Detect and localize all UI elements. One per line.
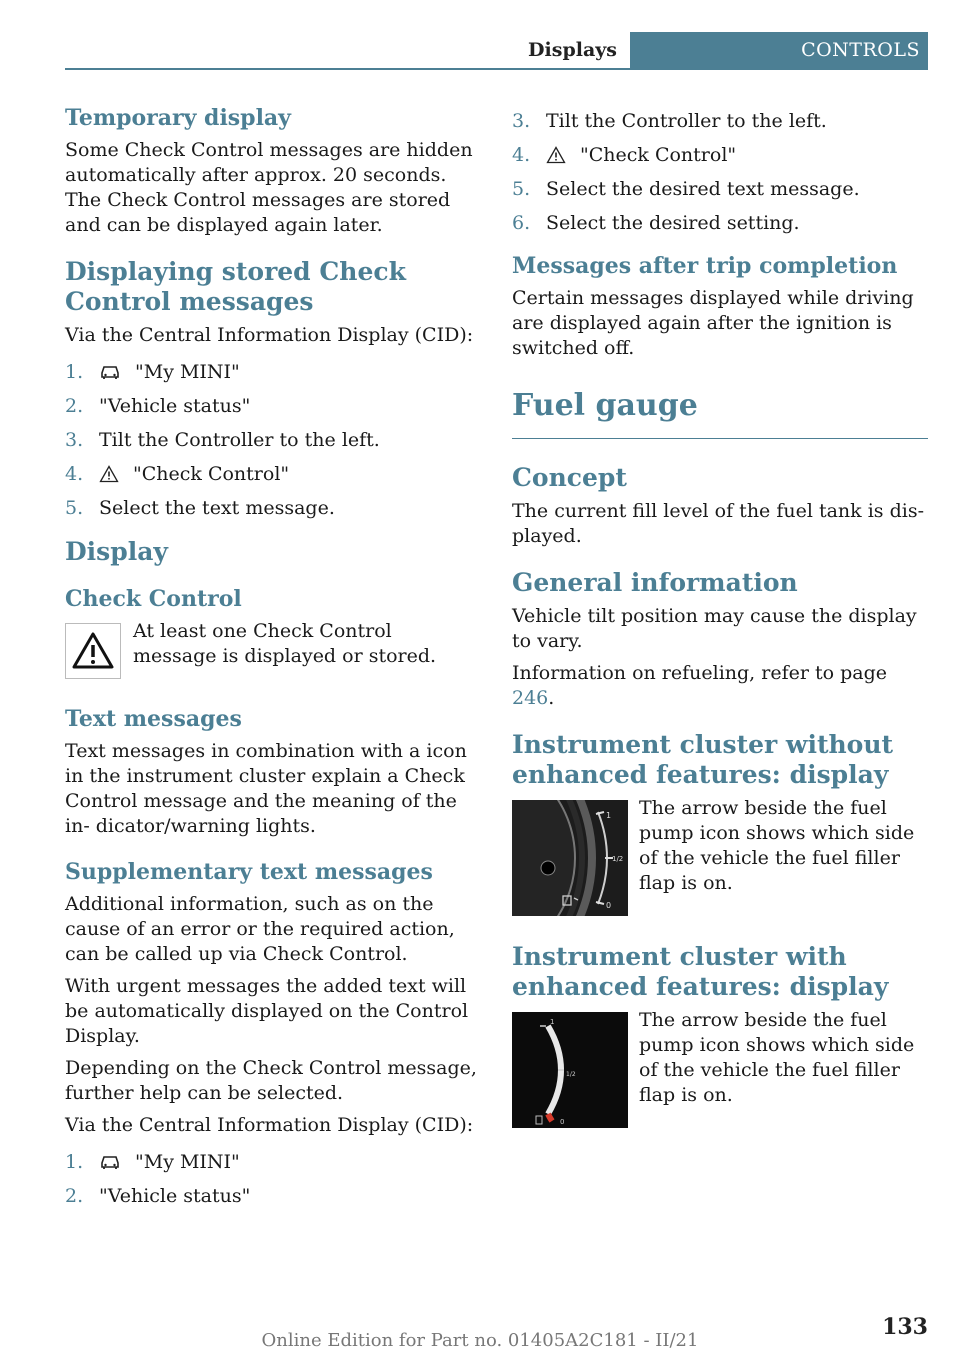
page-header	[65, 32, 928, 70]
check-control-row	[65, 619, 477, 679]
section-title: Displays	[528, 39, 617, 61]
supplementary-p1: Additional information, such as on the cause of an error or the required action, can be called up via Check Control.	[65, 893, 455, 965]
supplementary-p4: Via the Central Information Display (CID):	[65, 1114, 474, 1136]
general-text: Vehicle tilt position may cause the display to vary.	[512, 605, 917, 652]
header-rule	[65, 68, 928, 70]
list-item: 3. Tilt the Controller to the left.	[65, 428, 380, 451]
with-enhanced-text: The arrow beside the fuel pump icon shows which side of the vehicle the fuel filler flap is on.	[639, 1009, 915, 1106]
heading-with-enhanced: Instrument cluster with enhanced features: display	[512, 942, 889, 1001]
list-item: 2. "Vehicle status"	[65, 1184, 251, 1207]
page-link[interactable]: 246	[512, 687, 549, 709]
left-column	[65, 104, 477, 1213]
without-enhanced-text: The arrow beside the fuel pump icon shows which side of the vehicle the fuel filler flap is on.	[639, 797, 915, 894]
heading-general-information: General information	[512, 568, 798, 597]
right-column	[512, 104, 928, 1128]
text-messages-text: Text messages in combination with a icon in the instrument cluster explain a Check Control message and the meaning of the in- dicator/warning lights.	[65, 740, 467, 837]
fuel-gauge-graphic	[512, 1012, 628, 1128]
warning-triangle-icon	[546, 146, 566, 164]
heading-temporary-display: Temporary display	[65, 105, 291, 131]
heading-after-trip: Messages after trip completion	[512, 253, 898, 279]
list-item: 5. Select the text message.	[65, 496, 335, 519]
page-footer	[0, 1314, 960, 1362]
supplementary-p2: With urgent messages the added text will be automatically displayed on the Control Display.	[65, 975, 469, 1047]
stored-intro: Via the Central Information Display (CID):	[65, 324, 474, 346]
gauge-tick-label: 1/2	[566, 1071, 576, 1078]
chapter-title: CONTROLS	[801, 39, 920, 61]
heading-fuel-gauge: Fuel gauge	[512, 386, 928, 439]
with-enhanced-row	[512, 1008, 928, 1128]
list-item: 1. "My MINI"	[65, 1150, 240, 1173]
heading-displaying-stored: Displaying stored Check Control messages	[65, 257, 406, 316]
gauge-tick-label: 1/2	[612, 855, 624, 863]
heading-check-control: Check Control	[65, 586, 242, 612]
gauge-tick-label: 1	[606, 811, 612, 820]
list-item: 3. Tilt the Controller to the left.	[512, 109, 827, 132]
without-enhanced-row	[512, 796, 928, 916]
check-control-text: At least one Check Control message is displayed or stored.	[133, 620, 437, 667]
page-number: 133	[882, 1314, 928, 1340]
fuel-gauge-image-enhanced	[512, 1012, 628, 1128]
warning-triangle-icon	[99, 465, 119, 483]
list-item: 4. "Check Control"	[512, 143, 737, 166]
edition-text: Online Edition for Part no. 01405A2C181 - II/21	[261, 1330, 699, 1351]
stored-steps-list	[65, 355, 477, 525]
supplementary-steps-list	[65, 1145, 477, 1213]
heading-concept: Concept	[512, 463, 627, 492]
heading-supplementary: Supplementary text messages	[65, 859, 433, 885]
list-item: 2. "Vehicle status"	[65, 394, 251, 417]
supplementary-p3: Depending on the Check Control message, further help can be selected.	[65, 1057, 477, 1104]
gauge-tick-label: 0	[606, 901, 612, 910]
gauge-tick-label: 1	[550, 1018, 555, 1026]
check-control-symbol	[65, 623, 121, 679]
after-trip-text: Certain messages displayed while driving are displayed again after the ignition is switched off.	[512, 287, 914, 359]
fuel-gauge-graphic	[512, 800, 628, 916]
heading-without-enhanced: Instrument cluster without enhanced features: display	[512, 730, 894, 789]
list-item: 5. Select the desired text message.	[512, 177, 860, 200]
list-item: 6. Select the desired setting.	[512, 211, 800, 234]
refuel-reference: Information on refueling, refer to page 246.	[512, 662, 887, 709]
heading-text-messages: Text messages	[65, 706, 242, 732]
car-icon	[99, 364, 121, 380]
warning-triangle-icon	[71, 631, 115, 671]
list-item: 1. "My MINI"	[65, 360, 240, 383]
temporary-display-text: Some Check Control messages are hidden automatically after approx. 20 seconds. The Check Control messages are stored and can be displayed again later.	[65, 139, 473, 236]
heading-display: Display	[65, 537, 168, 566]
chapter-tab	[630, 32, 928, 68]
fuel-gauge-image-basic	[512, 800, 628, 916]
concept-text: The current fill level of the fuel tank is dis- played.	[512, 500, 924, 547]
car-icon	[99, 1154, 121, 1170]
list-item: 4. "Check Control"	[65, 462, 290, 485]
continued-steps-list	[512, 104, 928, 240]
gauge-tick-label: 0	[560, 1118, 565, 1126]
